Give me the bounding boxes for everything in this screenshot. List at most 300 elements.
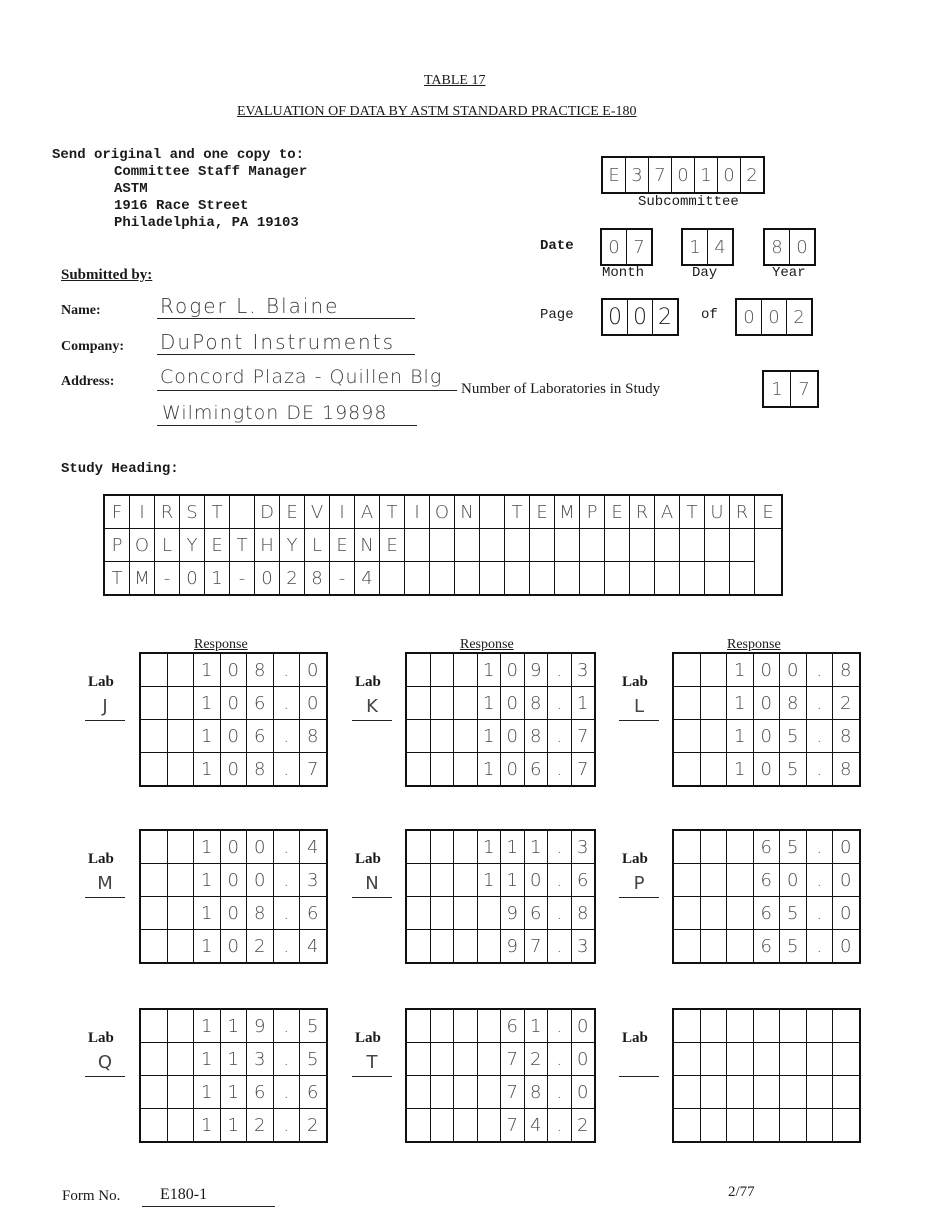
- study-heading-cell: U: [705, 495, 730, 529]
- lab-response-cell: 1: [571, 687, 595, 720]
- lab-response-cell: 8: [833, 753, 860, 787]
- lab-response-cell: [140, 687, 167, 720]
- lab-response-cell: [673, 864, 700, 897]
- lab-response-cell: 0: [833, 930, 860, 964]
- lab-response-row: [406, 753, 595, 787]
- lab-response-cell: 5: [780, 753, 807, 787]
- lab-response-cell: [780, 1109, 807, 1143]
- lab-response-cell: [406, 753, 430, 787]
- lab-response-cell: 1: [194, 653, 221, 687]
- form-number-underline: [142, 1206, 275, 1207]
- subcommittee-label: Subcommittee: [638, 194, 739, 210]
- lab-response-cell: 5: [780, 720, 807, 753]
- lab-response-cell: [673, 720, 700, 753]
- lab-response-cell: 0: [220, 687, 247, 720]
- name-label: Name:: [61, 303, 101, 318]
- lab-response-cell: [406, 930, 430, 964]
- lab-response-row: [673, 753, 860, 787]
- lab-response-cell: 0: [220, 930, 247, 964]
- lab-response-cell: [167, 687, 194, 720]
- lab-response-cell: .: [273, 1043, 300, 1076]
- lab-response-cell: 6: [753, 830, 780, 864]
- lab-response-cell: .: [548, 830, 572, 864]
- date-month-digit: 0: [602, 230, 627, 264]
- study-heading-cell: N: [455, 495, 480, 529]
- lab-response-cell: [167, 897, 194, 930]
- page-label: Page: [540, 307, 574, 323]
- lab-response-cell: [806, 1109, 833, 1143]
- lab-response-cell: .: [548, 1043, 572, 1076]
- lab-response-cell: 8: [780, 687, 807, 720]
- lab-response-cell: 1: [727, 753, 754, 787]
- lab-response-row: [406, 653, 595, 687]
- study-heading-cell: D: [255, 495, 280, 529]
- lab-response-cell: [406, 1109, 430, 1143]
- lab-response-row: [673, 1009, 860, 1043]
- study-heading-cell: [630, 562, 655, 596]
- lab-response-cell: 0: [571, 1076, 595, 1109]
- lab-response-cell: [430, 1009, 454, 1043]
- lab-response-cell: .: [273, 653, 300, 687]
- company-underline: [157, 354, 415, 355]
- lab-response-cell: 1: [524, 1009, 548, 1043]
- lab-response-cell: .: [548, 1009, 572, 1043]
- lab-response-cell: 9: [524, 653, 548, 687]
- subcommittee-box: [601, 156, 765, 194]
- lab-response-row: [140, 1109, 327, 1143]
- lab-response-cell: [406, 653, 430, 687]
- page-current-digit: 2: [658, 304, 672, 330]
- lab-response-cell: .: [548, 653, 572, 687]
- lab-response-cell: 0: [780, 864, 807, 897]
- lab-response-cell: [833, 1076, 860, 1109]
- study-heading-cell: -: [230, 562, 255, 596]
- response-header: Response: [727, 637, 781, 652]
- form-number-label: Form No.: [62, 1188, 121, 1204]
- send-to-heading: Send original and one copy to:: [52, 147, 305, 163]
- study-heading-cell: R: [155, 495, 180, 529]
- study-heading-cell: [580, 562, 605, 596]
- study-heading-cell: E: [755, 495, 783, 529]
- lab-response-cell: 1: [220, 1109, 247, 1143]
- study-heading-cell: [705, 529, 730, 562]
- lab-response-cell: [727, 897, 754, 930]
- lab-response-cell: 1: [194, 1109, 221, 1143]
- submitter-company: DuPont Instruments: [160, 330, 395, 354]
- lab-response-grid: [139, 829, 328, 964]
- lab-response-cell: .: [548, 930, 572, 964]
- lab-response-cell: 0: [220, 720, 247, 753]
- lab-response-cell: 1: [220, 1043, 247, 1076]
- study-heading-cell: 0: [180, 562, 205, 596]
- lab-response-row: [673, 1109, 860, 1143]
- study-heading-cell: R: [730, 495, 755, 529]
- lab-response-cell: [833, 1109, 860, 1143]
- study-heading-cell: [680, 562, 705, 596]
- study-heading-cell: [580, 529, 605, 562]
- lab-response-cell: 1: [220, 1076, 247, 1109]
- lab-response-cell: [430, 1076, 454, 1109]
- lab-response-cell: .: [806, 720, 833, 753]
- study-heading-cell: [405, 529, 430, 562]
- lab-response-cell: [833, 1009, 860, 1043]
- lab-response-cell: 0: [220, 897, 247, 930]
- lab-response-cell: [430, 720, 454, 753]
- lab-response-row: [406, 897, 595, 930]
- date-day-box: [681, 228, 734, 266]
- lab-response-cell: 6: [753, 897, 780, 930]
- month-label: Month: [602, 265, 645, 281]
- lab-response-cell: [700, 653, 727, 687]
- study-heading-cell: H: [255, 529, 280, 562]
- lab-response-cell: .: [806, 864, 833, 897]
- lab-response-grid: [672, 652, 861, 787]
- lab-response-cell: 6: [247, 687, 274, 720]
- lab-response-cell: 1: [477, 864, 501, 897]
- study-heading-cell: Y: [280, 529, 305, 562]
- study-heading-cell: [455, 529, 480, 562]
- study-heading-row: [104, 529, 782, 562]
- lab-response-cell: [727, 1043, 754, 1076]
- lab-response-cell: [454, 830, 478, 864]
- name-underline: [157, 318, 415, 319]
- study-heading-cell: 0: [255, 562, 280, 596]
- lab-response-cell: [430, 897, 454, 930]
- lab-response-cell: 0: [220, 864, 247, 897]
- lab-response-cell: .: [548, 897, 572, 930]
- page-total-box: [735, 298, 813, 336]
- study-heading-cell: E: [330, 529, 355, 562]
- lab-response-cell: 7: [501, 1109, 525, 1143]
- lab-response-cell: [700, 753, 727, 787]
- lab-response-cell: [454, 1009, 478, 1043]
- lab-response-cell: 2: [247, 1109, 274, 1143]
- lab-response-row: [673, 1076, 860, 1109]
- lab-response-cell: .: [806, 830, 833, 864]
- lab-response-cell: [673, 1043, 700, 1076]
- study-heading-cell: [230, 495, 255, 529]
- lab-response-cell: 1: [477, 653, 501, 687]
- lab-response-cell: 0: [300, 687, 327, 720]
- study-heading-cell: [480, 562, 505, 596]
- lab-response-cell: [753, 1076, 780, 1109]
- lab-response-cell: 8: [833, 653, 860, 687]
- lab-response-grid: [672, 1008, 861, 1143]
- response-header: Response: [460, 637, 514, 652]
- lab-response-cell: 8: [524, 720, 548, 753]
- lab-response-cell: 8: [247, 897, 274, 930]
- study-heading-cell: I: [405, 495, 430, 529]
- lab-response-cell: [167, 1009, 194, 1043]
- study-heading-cell: E: [605, 495, 630, 529]
- lab-response-cell: .: [273, 864, 300, 897]
- lab-response-cell: .: [548, 1109, 572, 1143]
- lab-response-cell: 5: [300, 1009, 327, 1043]
- lab-response-cell: [406, 1043, 430, 1076]
- study-heading-cell: [605, 562, 630, 596]
- lab-response-cell: 0: [501, 653, 525, 687]
- page-total-digit: 0: [762, 300, 787, 334]
- company-label: Company:: [61, 339, 125, 354]
- lab-response-cell: 1: [524, 830, 548, 864]
- lab-response-cell: [477, 930, 501, 964]
- lab-response-cell: [454, 653, 478, 687]
- lab-response-cell: 6: [300, 897, 327, 930]
- form-number: E180-1: [160, 1186, 208, 1203]
- lab-response-cell: [700, 830, 727, 864]
- page-current-digit: 0: [628, 300, 653, 334]
- date-year-box: [763, 228, 816, 266]
- lab-response-cell: .: [273, 687, 300, 720]
- subcommittee-char: E: [603, 158, 626, 192]
- lab-response-cell: 4: [300, 930, 327, 964]
- study-heading-cell: [455, 562, 480, 596]
- lab-response-cell: 8: [300, 720, 327, 753]
- study-heading-cell: T: [505, 495, 530, 529]
- subcommittee-char: 2: [746, 164, 758, 186]
- lab-response-row: [140, 864, 327, 897]
- lab-response-grid: [139, 1008, 328, 1143]
- lab-response-cell: [477, 897, 501, 930]
- lab-response-cell: [167, 1109, 194, 1143]
- lab-response-cell: [673, 830, 700, 864]
- lab-response-cell: 1: [194, 687, 221, 720]
- submitter-address-line2: Wilmington DE 19898: [162, 402, 388, 424]
- study-heading-cell: [530, 562, 555, 596]
- lab-response-cell: [477, 1109, 501, 1143]
- lab-response-cell: 8: [247, 753, 274, 787]
- lab-response-cell: 1: [194, 1076, 221, 1109]
- study-heading-cell: R: [630, 495, 655, 529]
- study-heading-cell: [505, 529, 530, 562]
- lab-response-cell: 1: [727, 653, 754, 687]
- study-heading-cell: S: [180, 495, 205, 529]
- study-heading-cell: 4: [355, 562, 380, 596]
- lab-response-cell: [454, 687, 478, 720]
- page-of-label: of: [701, 307, 718, 323]
- lab-response-cell: 1: [477, 830, 501, 864]
- study-heading-cell: [655, 529, 680, 562]
- lab-response-cell: 0: [524, 864, 548, 897]
- lab-response-cell: 9: [501, 897, 525, 930]
- page-current-digit: 0: [603, 300, 628, 334]
- lab-response-cell: [406, 864, 430, 897]
- send-to-line: Committee Staff Manager: [114, 164, 308, 180]
- labs-count-digit: 7: [798, 378, 810, 400]
- lab-response-row: [406, 830, 595, 864]
- lab-letter: M: [85, 873, 125, 898]
- lab-response-cell: [167, 653, 194, 687]
- lab-response-row: [406, 930, 595, 964]
- lab-response-cell: [167, 864, 194, 897]
- lab-response-row: [673, 897, 860, 930]
- lab-response-cell: [454, 897, 478, 930]
- lab-response-cell: 0: [501, 687, 525, 720]
- lab-response-cell: [140, 830, 167, 864]
- lab-label: Lab: [88, 674, 114, 690]
- study-heading-cell: L: [305, 529, 330, 562]
- study-heading-cell: T: [230, 529, 255, 562]
- study-heading-cell: [430, 529, 455, 562]
- lab-response-cell: 2: [247, 930, 274, 964]
- study-heading-cell: L: [155, 529, 180, 562]
- lab-response-cell: [454, 864, 478, 897]
- study-heading-cell: 8: [305, 562, 330, 596]
- study-heading-cell: [605, 529, 630, 562]
- lab-response-grid: [405, 652, 596, 787]
- form-date: 2/77: [728, 1184, 755, 1200]
- lab-response-cell: [833, 1043, 860, 1076]
- lab-response-cell: 7: [571, 720, 595, 753]
- lab-letter: N: [352, 873, 392, 898]
- study-heading-cell: M: [555, 495, 580, 529]
- lab-response-cell: [140, 930, 167, 964]
- study-heading-cell: [730, 562, 755, 596]
- lab-response-cell: [673, 1009, 700, 1043]
- lab-response-cell: [780, 1043, 807, 1076]
- study-heading-cell: O: [130, 529, 155, 562]
- lab-response-cell: [673, 653, 700, 687]
- lab-response-cell: 8: [247, 653, 274, 687]
- lab-response-cell: [673, 930, 700, 964]
- lab-response-cell: 0: [220, 653, 247, 687]
- lab-letter: J: [85, 696, 125, 721]
- page-total-digit: 2: [793, 306, 805, 328]
- lab-response-cell: 0: [571, 1043, 595, 1076]
- lab-response-cell: [454, 1109, 478, 1143]
- lab-response-cell: [406, 1076, 430, 1109]
- study-heading-cell: I: [130, 495, 155, 529]
- table-label: TABLE 17: [424, 73, 486, 88]
- lab-response-row: [406, 864, 595, 897]
- study-heading-label: Study Heading:: [61, 461, 179, 477]
- lab-response-cell: [140, 897, 167, 930]
- lab-response-cell: 1: [194, 753, 221, 787]
- lab-response-cell: [673, 1076, 700, 1109]
- lab-response-row: [140, 687, 327, 720]
- lab-response-cell: [454, 720, 478, 753]
- study-heading-cell: E: [380, 529, 405, 562]
- lab-label: Lab: [88, 851, 114, 867]
- lab-response-cell: .: [806, 653, 833, 687]
- send-to-line: 1916 Race Street: [114, 198, 249, 214]
- lab-response-cell: [727, 1109, 754, 1143]
- study-heading-cell: F: [104, 495, 130, 529]
- lab-response-cell: [167, 1043, 194, 1076]
- lab-response-row: [140, 753, 327, 787]
- response-header: Response: [194, 637, 248, 652]
- lab-response-cell: 1: [220, 1009, 247, 1043]
- study-heading-cell: [430, 562, 455, 596]
- lab-response-row: [140, 653, 327, 687]
- lab-response-cell: 5: [780, 830, 807, 864]
- subcommittee-char: 7: [649, 158, 672, 192]
- lab-response-cell: [673, 897, 700, 930]
- lab-response-cell: 6: [571, 864, 595, 897]
- lab-letter: T: [352, 1052, 392, 1077]
- study-heading-cell: P: [104, 529, 130, 562]
- lab-letter: P: [619, 873, 659, 898]
- lab-response-row: [406, 1076, 595, 1109]
- lab-response-cell: [700, 930, 727, 964]
- address-label: Address:: [61, 374, 115, 389]
- lab-response-cell: [700, 1076, 727, 1109]
- lab-response-cell: 1: [194, 720, 221, 753]
- lab-response-cell: [780, 1009, 807, 1043]
- date-year-digit: 0: [796, 236, 808, 258]
- lab-response-grid: [139, 652, 328, 787]
- lab-response-cell: .: [273, 1109, 300, 1143]
- lab-response-cell: [140, 1076, 167, 1109]
- lab-response-cell: [727, 1076, 754, 1109]
- lab-response-row: [673, 930, 860, 964]
- lab-response-cell: [477, 1076, 501, 1109]
- study-heading-cell: I: [330, 495, 355, 529]
- lab-response-row: [673, 687, 860, 720]
- lab-response-row: [673, 720, 860, 753]
- lab-response-cell: 2: [571, 1109, 595, 1143]
- lab-response-cell: [727, 864, 754, 897]
- lab-response-cell: 2: [300, 1109, 327, 1143]
- study-heading-cell: A: [655, 495, 680, 529]
- lab-response-cell: 1: [501, 830, 525, 864]
- lab-response-grid: [405, 829, 596, 964]
- lab-response-cell: [780, 1076, 807, 1109]
- lab-response-cell: 4: [524, 1109, 548, 1143]
- lab-response-cell: [167, 930, 194, 964]
- lab-response-row: [406, 1043, 595, 1076]
- study-heading-cell: -: [330, 562, 355, 596]
- lab-response-cell: 6: [501, 1009, 525, 1043]
- lab-response-cell: 6: [300, 1076, 327, 1109]
- lab-response-cell: [700, 1043, 727, 1076]
- lab-response-cell: 1: [727, 687, 754, 720]
- lab-response-cell: 0: [753, 653, 780, 687]
- lab-response-cell: [167, 720, 194, 753]
- lab-response-cell: 8: [833, 720, 860, 753]
- lab-response-cell: [753, 1009, 780, 1043]
- lab-response-cell: 1: [477, 753, 501, 787]
- study-heading-cell: M: [130, 562, 155, 596]
- lab-response-cell: [454, 1076, 478, 1109]
- lab-response-cell: [727, 1009, 754, 1043]
- lab-response-cell: [753, 1043, 780, 1076]
- lab-response-cell: [167, 830, 194, 864]
- lab-response-cell: [477, 1043, 501, 1076]
- lab-response-cell: 0: [220, 753, 247, 787]
- study-heading-row: [104, 495, 782, 529]
- lab-response-cell: 1: [194, 897, 221, 930]
- lab-response-cell: .: [273, 897, 300, 930]
- subcommittee-char: 3: [626, 158, 649, 192]
- lab-response-cell: .: [548, 687, 572, 720]
- lab-response-cell: [454, 1043, 478, 1076]
- lab-response-row: [673, 864, 860, 897]
- labs-count-box: [762, 370, 819, 408]
- submitter-address-line1: Concord Plaza - Quillen Blg: [160, 366, 443, 388]
- page-current-box: [601, 298, 679, 336]
- date-day-digit: 4: [714, 236, 726, 258]
- lab-response-cell: 1: [727, 720, 754, 753]
- lab-response-cell: [477, 1009, 501, 1043]
- lab-response-cell: .: [806, 753, 833, 787]
- lab-letter: Q: [85, 1052, 125, 1077]
- send-to-line: ASTM: [114, 181, 148, 197]
- lab-response-cell: .: [548, 1076, 572, 1109]
- lab-label: Lab: [622, 1030, 648, 1046]
- lab-response-cell: [140, 1109, 167, 1143]
- lab-response-cell: .: [273, 1076, 300, 1109]
